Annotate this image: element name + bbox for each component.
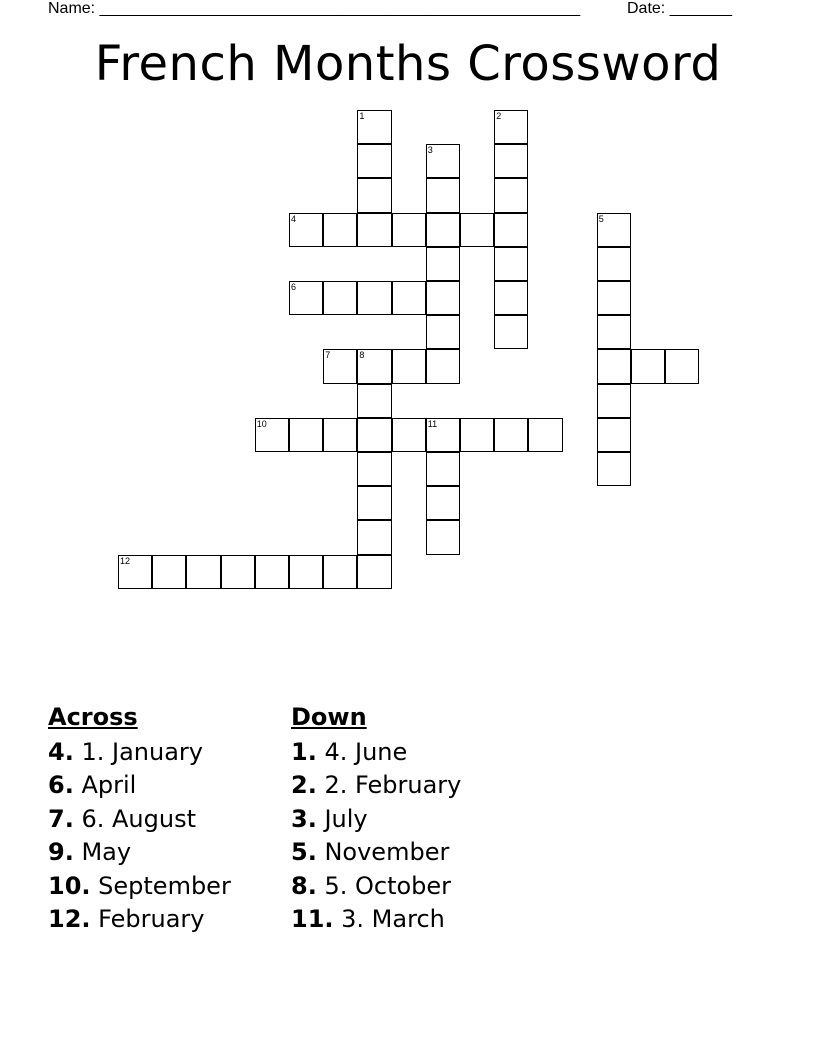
clue-text: September xyxy=(98,871,231,900)
grid-cell[interactable] xyxy=(323,281,357,315)
grid-cell[interactable] xyxy=(494,178,528,212)
down-clue xyxy=(291,870,461,903)
grid-cell[interactable] xyxy=(494,281,528,315)
cell-number: 4 xyxy=(291,213,297,224)
grid-cell[interactable] xyxy=(289,281,323,315)
grid-cell[interactable] xyxy=(494,315,528,349)
page-title: French Months Crossword xyxy=(94,36,722,92)
down-clue xyxy=(291,903,461,936)
grid-cell[interactable] xyxy=(597,315,631,349)
clue-text: 5. October xyxy=(324,871,452,900)
grid-cell[interactable] xyxy=(426,315,460,349)
grid-cell[interactable] xyxy=(665,349,699,383)
grid-cell[interactable] xyxy=(494,418,528,452)
grid-cell[interactable] xyxy=(323,418,357,452)
clue-number: 5. xyxy=(291,838,317,867)
across-clue xyxy=(48,736,231,769)
cell-number: 11 xyxy=(427,418,438,429)
grid-cell[interactable] xyxy=(152,555,186,589)
grid-cell[interactable] xyxy=(357,452,391,486)
grid-cell[interactable] xyxy=(597,452,631,486)
clue-number: 3. xyxy=(291,804,317,833)
clue-number: 4. xyxy=(48,738,74,766)
clue-text: May xyxy=(81,838,132,867)
grid-cell[interactable] xyxy=(323,555,357,589)
grid-cell[interactable] xyxy=(289,555,323,589)
grid-cell[interactable] xyxy=(528,418,562,452)
grid-cell[interactable] xyxy=(255,555,289,589)
grid-cell[interactable] xyxy=(494,247,528,281)
clue-text: April xyxy=(81,771,137,800)
cell-number: 5 xyxy=(598,213,604,224)
clue-text: 6. August xyxy=(81,804,196,833)
cell-number: 2 xyxy=(496,111,502,121)
clue-number: 11. xyxy=(291,905,334,934)
clue-number: 10. xyxy=(48,871,91,900)
grid-cell[interactable] xyxy=(494,144,528,178)
date-field-line: Date: _______ xyxy=(627,0,732,17)
grid-cell[interactable] xyxy=(357,555,391,589)
grid-cell[interactable] xyxy=(357,110,391,144)
grid-cell[interactable] xyxy=(392,213,426,247)
grid-cell[interactable] xyxy=(186,555,220,589)
across-clues xyxy=(48,702,231,936)
grid-cell[interactable] xyxy=(494,213,528,247)
down-clues xyxy=(291,702,461,936)
grid-cell[interactable] xyxy=(460,213,494,247)
grid-cell[interactable] xyxy=(357,384,391,418)
clue-text: 3. March xyxy=(341,905,445,934)
across-clue xyxy=(48,836,231,869)
grid-cell[interactable] xyxy=(426,520,460,554)
grid-cell[interactable] xyxy=(494,110,528,144)
grid-cell[interactable] xyxy=(289,213,323,247)
grid-cell[interactable] xyxy=(426,213,460,247)
grid-cell[interactable] xyxy=(426,486,460,520)
grid-cell[interactable] xyxy=(597,213,631,247)
name-field-line: Name: ______________________________________________________ xyxy=(48,0,581,17)
across-clue xyxy=(48,903,231,936)
grid-cell[interactable] xyxy=(426,418,460,452)
grid-cell[interactable] xyxy=(221,555,255,589)
cell-number: 3 xyxy=(427,145,433,156)
grid-cell[interactable] xyxy=(118,555,152,589)
cell-number: 6 xyxy=(291,282,297,292)
grid-cell[interactable] xyxy=(426,247,460,281)
grid-cell[interactable] xyxy=(357,349,391,383)
clue-text: February xyxy=(98,905,205,934)
grid-cell[interactable] xyxy=(392,281,426,315)
grid-cell[interactable] xyxy=(357,486,391,520)
grid-cell[interactable] xyxy=(597,384,631,418)
grid-cell[interactable] xyxy=(426,281,460,315)
clue-number: 7. xyxy=(48,804,74,833)
grid-cell[interactable] xyxy=(289,418,323,452)
grid-cell[interactable] xyxy=(597,247,631,281)
grid-cell[interactable] xyxy=(597,281,631,315)
clue-number: 9. xyxy=(48,838,74,867)
grid-cell[interactable] xyxy=(357,418,391,452)
grid-cell[interactable] xyxy=(357,144,391,178)
across-heading: Across xyxy=(48,703,138,731)
grid-cell[interactable] xyxy=(597,349,631,383)
down-clue xyxy=(291,836,461,869)
clue-number: 12. xyxy=(48,905,91,934)
clue-number: 8. xyxy=(291,871,317,900)
grid-cell[interactable] xyxy=(357,213,391,247)
grid-cell[interactable] xyxy=(392,349,426,383)
grid-cell[interactable] xyxy=(460,418,494,452)
clue-number: 6. xyxy=(48,771,74,800)
grid-cell[interactable] xyxy=(357,178,391,212)
grid-cell[interactable] xyxy=(426,452,460,486)
grid-cell[interactable] xyxy=(323,213,357,247)
grid-cell[interactable] xyxy=(255,418,289,452)
across-clue xyxy=(48,870,231,903)
clue-text: 1. January xyxy=(81,738,203,766)
clue-text: November xyxy=(324,838,450,867)
down-clue xyxy=(291,803,461,836)
grid-cell[interactable] xyxy=(631,349,665,383)
grid-cell[interactable] xyxy=(597,418,631,452)
cell-number: 10 xyxy=(256,418,267,429)
cell-number: 7 xyxy=(325,350,331,361)
down-clue xyxy=(291,769,461,802)
cell-number: 1 xyxy=(359,111,365,121)
cell-number: 8 xyxy=(359,350,365,361)
cell-number: 12 xyxy=(120,555,131,566)
clue-text: July xyxy=(324,804,368,833)
grid-cell[interactable] xyxy=(357,520,391,554)
grid-cell[interactable] xyxy=(426,178,460,212)
across-clue xyxy=(48,769,231,802)
clue-text: 4. June xyxy=(324,738,408,766)
clue-number: 1. xyxy=(291,738,317,766)
clue-text: 2. February xyxy=(324,771,462,800)
grid-cell[interactable] xyxy=(426,349,460,383)
down-clue xyxy=(291,736,461,769)
grid-cell[interactable] xyxy=(426,144,460,178)
across-clue xyxy=(48,803,231,836)
grid-cell[interactable] xyxy=(357,281,391,315)
grid-cell[interactable] xyxy=(323,349,357,383)
grid-cell[interactable] xyxy=(392,418,426,452)
clue-number: 2. xyxy=(291,771,317,800)
down-heading: Down xyxy=(291,703,367,731)
